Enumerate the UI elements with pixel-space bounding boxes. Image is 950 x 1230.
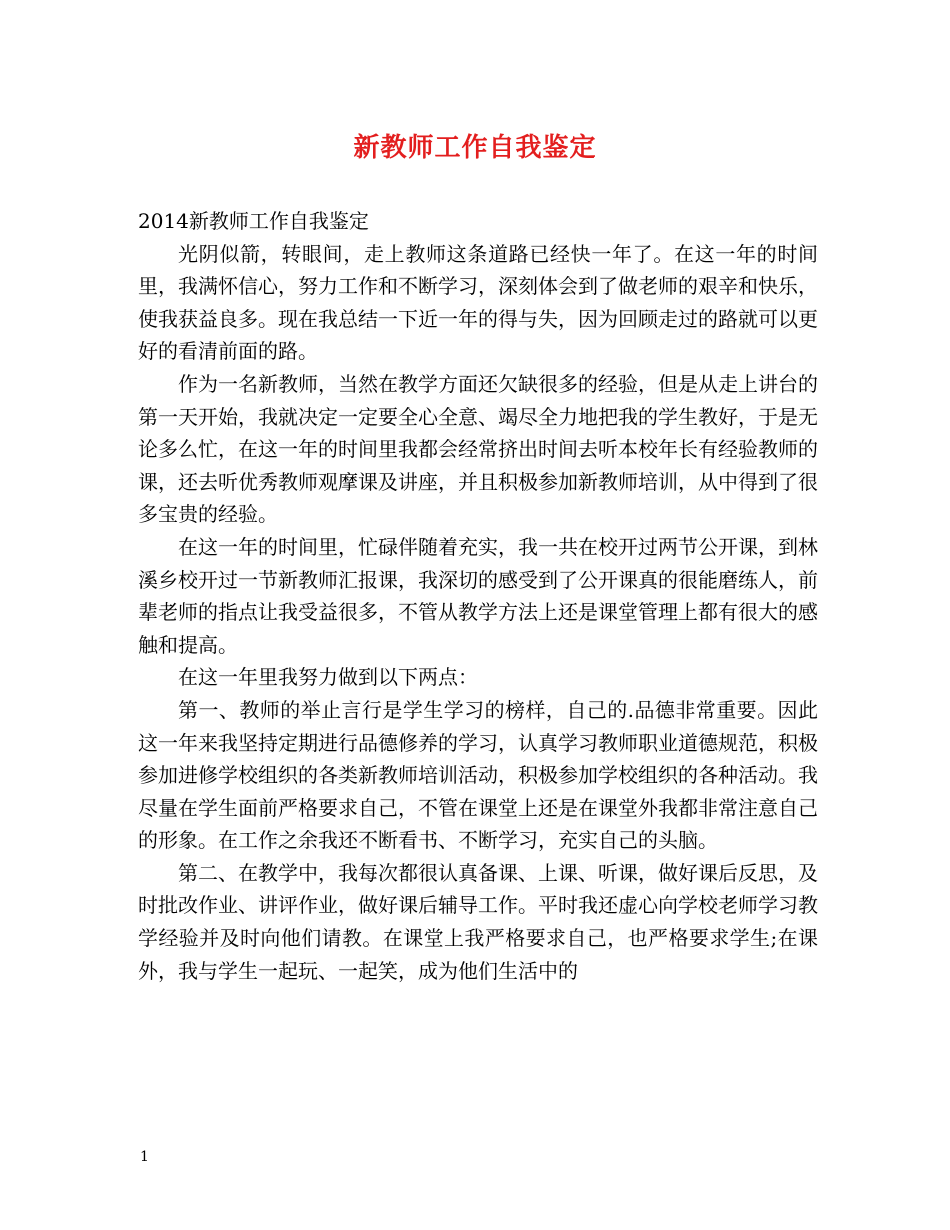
paragraph: 光阴似箭，转眼间，走上教师这条道路已经快一年了。在这一年的时间里，我满怀信心，努力工作和不断学习，深刻体会到了做老师的艰辛和快乐，使我获益良多。现在我总结一下近一年的得与失，因为回顾走过的路就可以更好的看清前面的路。: [138, 241, 818, 364]
document-body: [138, 205, 818, 987]
page-number: 1: [140, 1149, 149, 1165]
paragraph: 在这一年的时间里，忙碌伴随着充实，我一共在校开过两节公开课，到林溪乡校开过一节新教师汇报课，我深切的感受到了公开课真的很能磨练人，前辈老师的指点让我受益很多，不管从教学方法上还是课堂管理上都有很大的感触和提高。: [138, 534, 818, 657]
paragraph: 作为一名新教师，当然在教学方面还欠缺很多的经验，但是从走上讲台的第一天开始，我就决定一定要全心全意、竭尽全力地把我的学生教好，于是无论多么忙，在这一年的时间里我都会经常挤出时间去听本校年长有经验教师的课，还去听优秀教师观摩课及讲座，并且积极参加新教师培训，从中得到了很多宝贵的经验。: [138, 371, 818, 527]
paragraph: 第二、在教学中，我每次都很认真备课、上课、听课，做好课后反思，及时批改作业、讲评作业，做好课后辅导工作。平时我还虚心向学校老师学习教学经验并及时向他们请教。在课堂上我严格要求自己，也严格要求学生;在课外，我与学生一起玩、一起笑，成为他们生活中的: [138, 860, 818, 983]
document-title: 新教师工作自我鉴定: [353, 133, 597, 163]
document-subtitle: 2014新教师工作自我鉴定: [138, 209, 369, 233]
paragraph: 在这一年里我努力做到以下两点：: [178, 665, 478, 690]
paragraph: 第一、教师的举止言行是学生学习的榜样，自己的.品德非常重要。因此这一年来我坚持定期进行品德修养的学习，认真学习教师职业道德规范，积极参加进修学校组织的各类新教师培训活动，积极参加学校组织的各种活动。我尽量在学生面前严格要求自己，不管在课堂上还是在课堂外我都非常注意自己的形象。在工作之余我还不断看书、不断学习，充实自己的头脑。: [138, 697, 818, 853]
